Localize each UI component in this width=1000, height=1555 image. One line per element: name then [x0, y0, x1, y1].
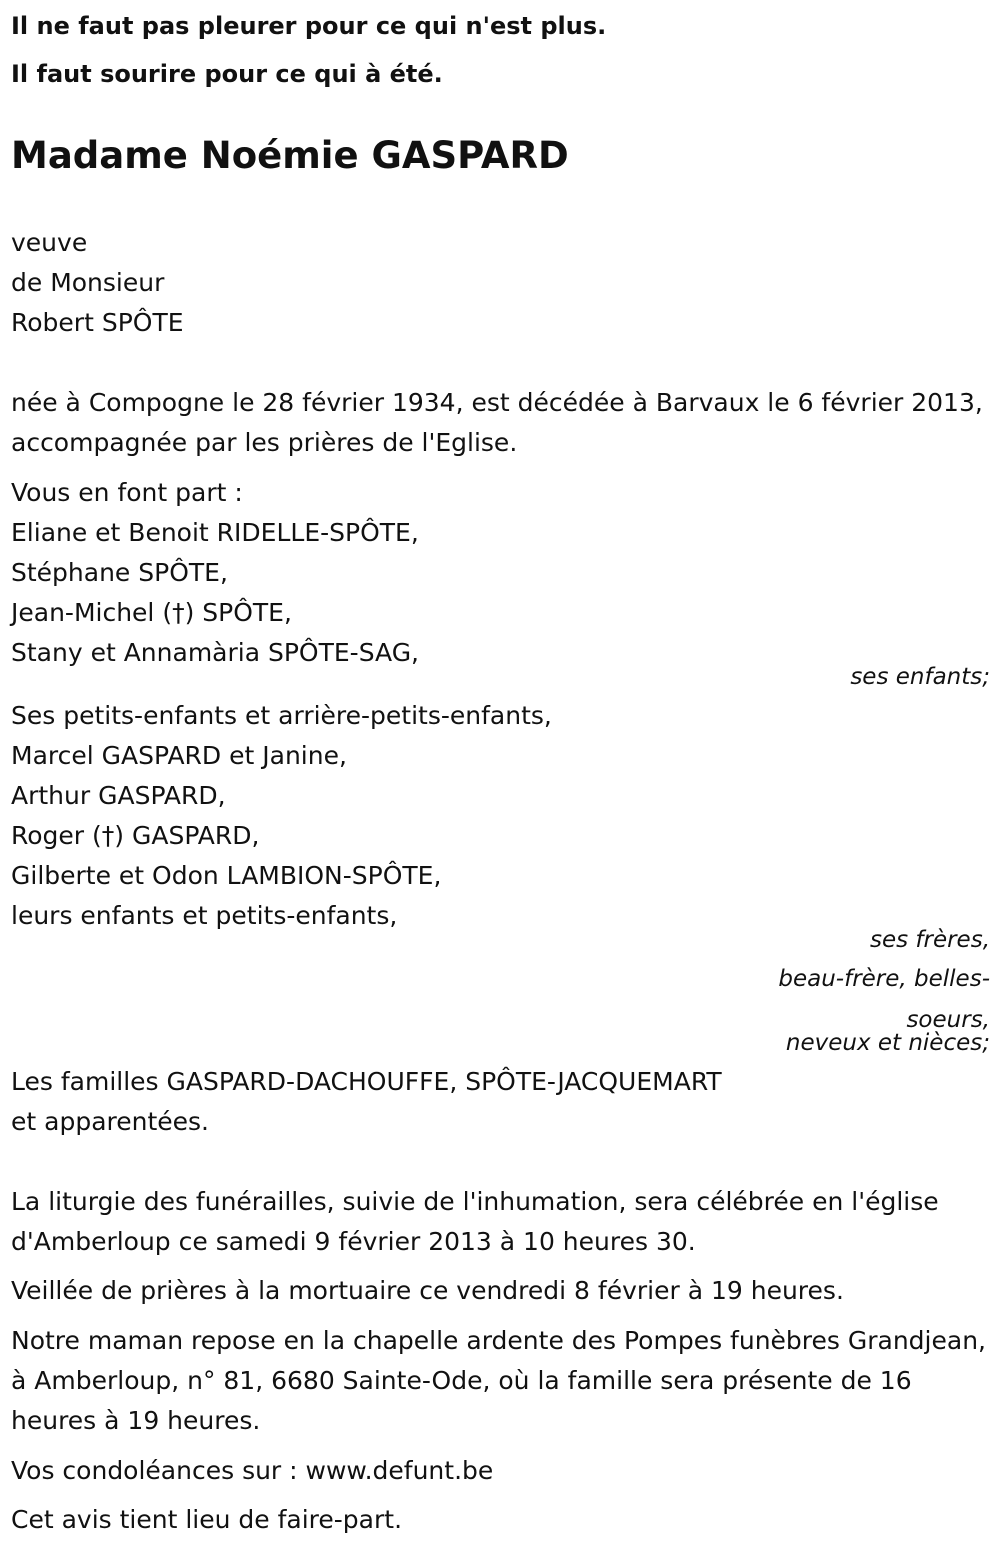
sibling-line: Marcel GASPARD et Janine,: [11, 741, 347, 770]
announcement-intro: Vous en font part :: [11, 478, 243, 507]
siblings-relation-2: beau-frère, belles-: [778, 966, 990, 992]
closing-line: Cet avis tient lieu de faire-part.: [11, 1505, 403, 1534]
children-block: [11, 473, 986, 673]
sibling-line: Gilberte et Odon LAMBION-SPÔTE,: [11, 861, 442, 890]
quote-line-2: Il faut sourire pour ce qui à été.: [11, 60, 443, 88]
widow-block: [11, 223, 986, 343]
chapel-paragraph: Notre maman repose en la chapelle ardente des Pompes funèbres Grandjean, à Amberloup, n° 81, 6680 Sainte-Ode, où la famille sera présente de 16 heures à 19 heures.: [11, 1326, 986, 1435]
families-line: et apparentées.: [11, 1107, 209, 1136]
quote-line-1: Il ne faut pas pleurer pour ce qui n'est plus.: [11, 12, 607, 40]
siblings-relation-1: ses frères,: [869, 927, 990, 953]
birth-death-paragraph: née à Compogne le 28 février 1934, est décédée à Barvaux le 6 février 2013, accompagnée par les prières de l'Eglise.: [11, 388, 983, 457]
child-line: Eliane et Benoit RIDELLE-SPÔTE,: [11, 518, 419, 547]
families-line: Les familles GASPARD-DACHOUFFE, SPÔTE-JACQUEMART: [11, 1067, 722, 1096]
vigil-paragraph: Veillée de prières à la mortuaire ce vendredi 8 février à 19 heures.: [11, 1276, 844, 1305]
deceased-name: Madame Noémie GASPARD: [11, 134, 569, 177]
siblings-relation-4: neveux et nièces;: [785, 1030, 990, 1056]
widow-line: de Monsieur: [11, 268, 165, 297]
funeral-paragraph: La liturgie des funérailles, suivie de l'inhumation, sera célébrée en l'église d'Amberloup ce samedi 9 février 2013 à 10 heures 30.: [11, 1187, 939, 1256]
siblings-block: [11, 696, 986, 936]
widow-line: Robert SPÔTE: [11, 308, 184, 337]
child-line: Jean-Michel (†) SPÔTE,: [11, 598, 292, 627]
sibling-line: Roger (†) GASPARD,: [11, 821, 260, 850]
widow-line: veuve: [11, 228, 88, 257]
condolences-line: Vos condoléances sur : www.defunt.be: [11, 1456, 494, 1485]
sibling-line: Arthur GASPARD,: [11, 781, 226, 810]
families-block: [11, 1062, 986, 1142]
children-relation: ses enfants;: [850, 664, 990, 690]
child-line: Stéphane SPÔTE,: [11, 558, 228, 587]
grandchildren-line: Ses petits-enfants et arrière-petits-enfants,: [11, 701, 552, 730]
child-line: Stany et Annamària SPÔTE-SAG,: [11, 638, 420, 667]
siblings-relation-3: soeurs,: [906, 1007, 990, 1033]
sibling-line: leurs enfants et petits-enfants,: [11, 901, 398, 930]
